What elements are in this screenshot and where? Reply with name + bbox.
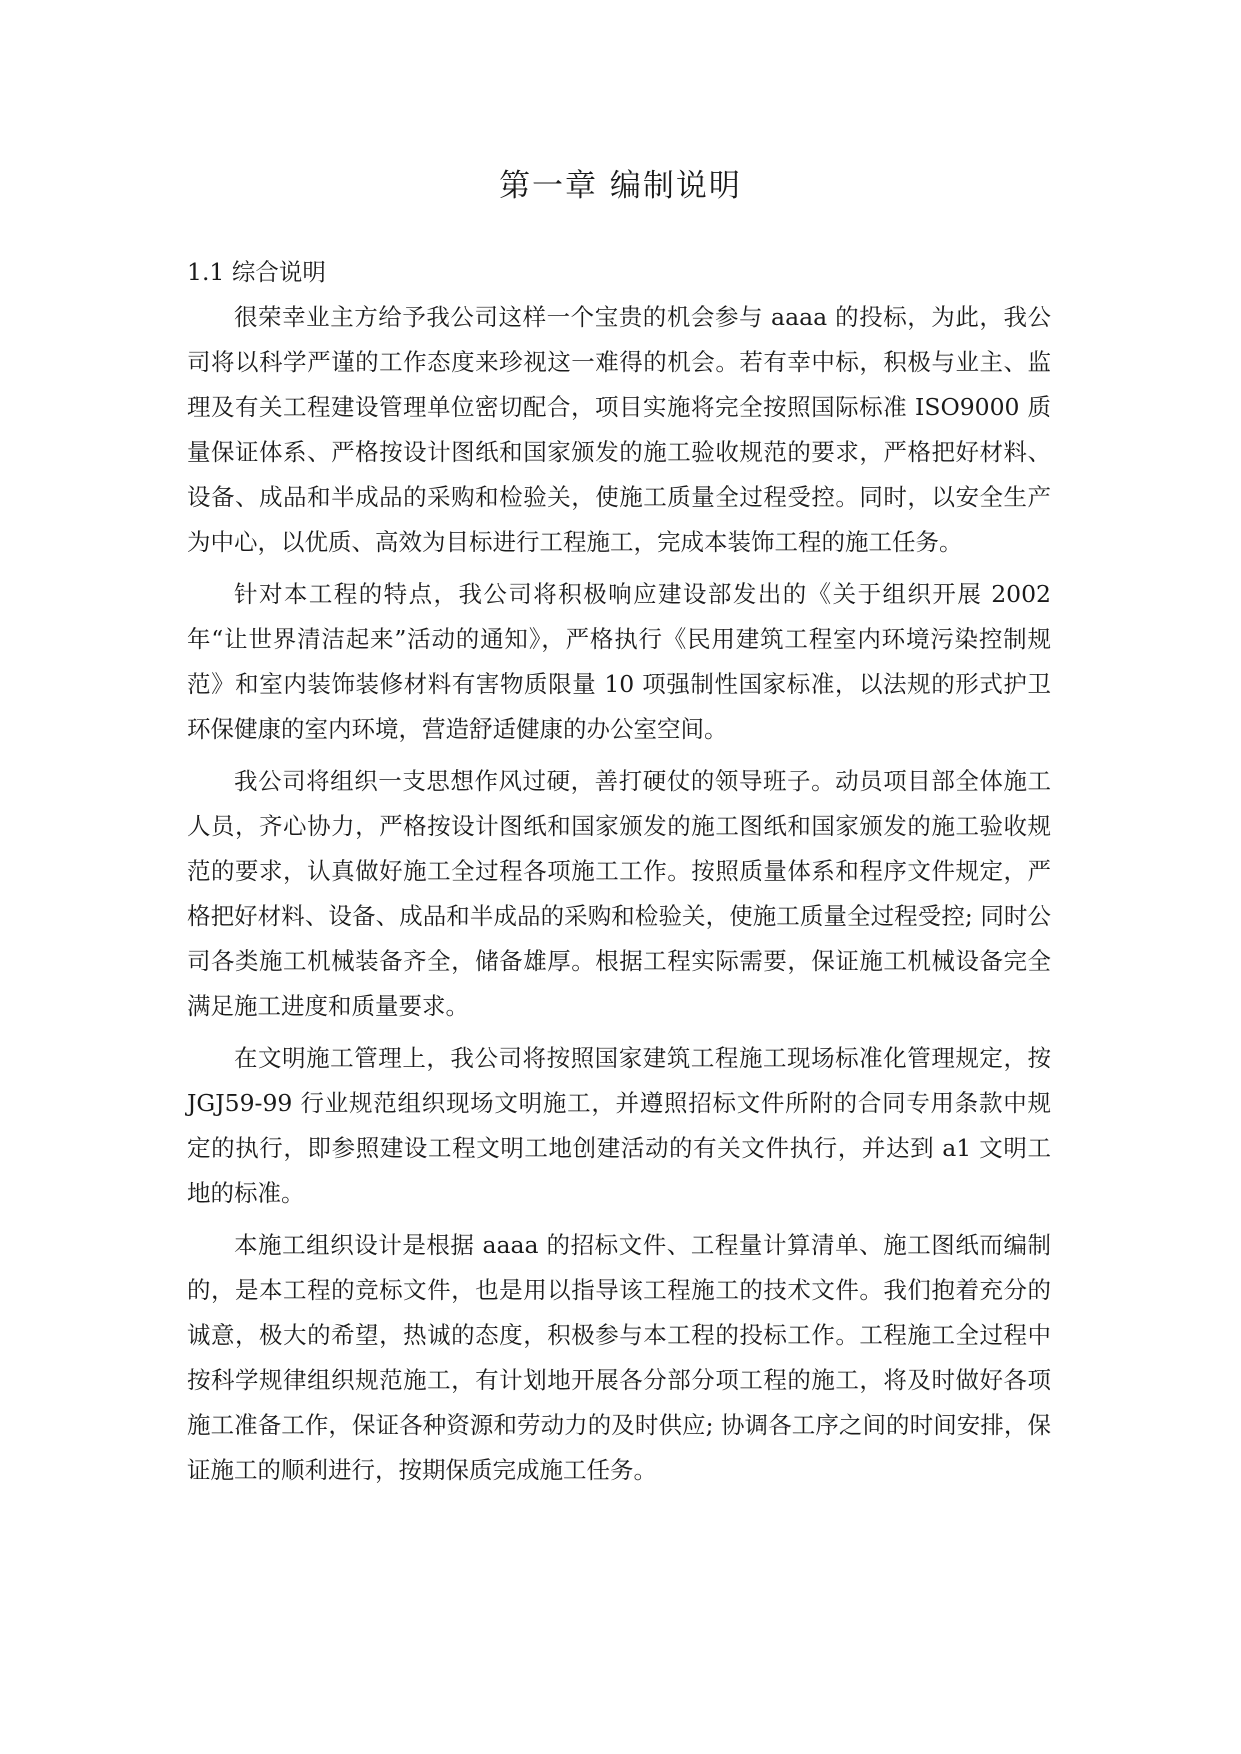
paragraph-team: 我公司将组织一支思想作风过硬，善打硬仗的领导班子。动员项目部全体施工人员，齐心协力，严格按设计图纸和国家颁发的施工图纸和国家颁发的施工验收规范的要求，认真做好施工全过程各项施工工作。按照质量体系和程序文件规定，严格把好材料、设备、成品和半成品的采购和检验关，使施工质量全过程受控; 同时公司各类施工机械装备齐全，储备雄厚。根据工程实际需要，保证施工机械设备完全满足施工进度和质量要求。 [187,767,1051,1020]
paragraph-civilized-construction: 在文明施工管理上，我公司将按照国家建筑工程施工现场标准化管理规定，按 JGJ59-99 行业规范组织现场文明施工，并遵照招标文件所附的合同专用条款中规定的执行，即参照建设工程文明工地创建活动的有关文件执行，并达到 a1 文明工地的标准。 [187,1044,1051,1207]
section-heading: 1.1 综合说明 [187,258,326,286]
paragraph-environment: 针对本工程的特点，我公司将积极响应建设部发出的《关于组织开展 2002 年“让世界清洁起来”活动的通知》，严格执行《民用建筑工程室内环境污染控制规范》和室内装饰装修材料有害物质限量 10 项强制性国家标准，以法规的形式护卫环保健康的室内环境，营造舒适健康的办公室空间。 [187,580,1051,743]
chapter-title: 第一章 编制说明 [499,168,742,204]
paragraph-list [187,295,1051,1493]
paragraph-intro: 很荣幸业主方给予我公司这样一个宝贵的机会参与 aaaa 的投标，为此，我公司将以科学严谨的工作态度来珍视这一难得的机会。若有幸中标，积极与业主、监理及有关工程建设管理单位密切配合，项目实施将完全按照国际标准 ISO9000 质量保证体系、严格按设计图纸和国家颁发的施工验收规范的要求，严格把好材料、设备、成品和半成品的采购和检验关，使施工质量全过程受控。同时，以安全生产为中心，以优质、高效为目标进行工程施工，完成本装饰工程的施工任务。 [187,303,1051,556]
document-body [187,250,1051,1493]
paragraph-design-basis: 本施工组织设计是根据 aaaa 的招标文件、工程量计算清单、施工图纸而编制的，是本工程的竞标文件，也是用以指导该工程施工的技术文件。我们抱着充分的诚意，极大的希望，热诚的态度，积极参与本工程的投标工作。工程施工全过程中按科学规律组织规范施工，有计划地开展各分部分项工程的施工，将及时做好各项施工准备工作，保证各种资源和劳动力的及时供应; 协调各工序之间的时间安排，保证施工的顺利进行，按期保质完成施工任务。 [187,1231,1051,1484]
